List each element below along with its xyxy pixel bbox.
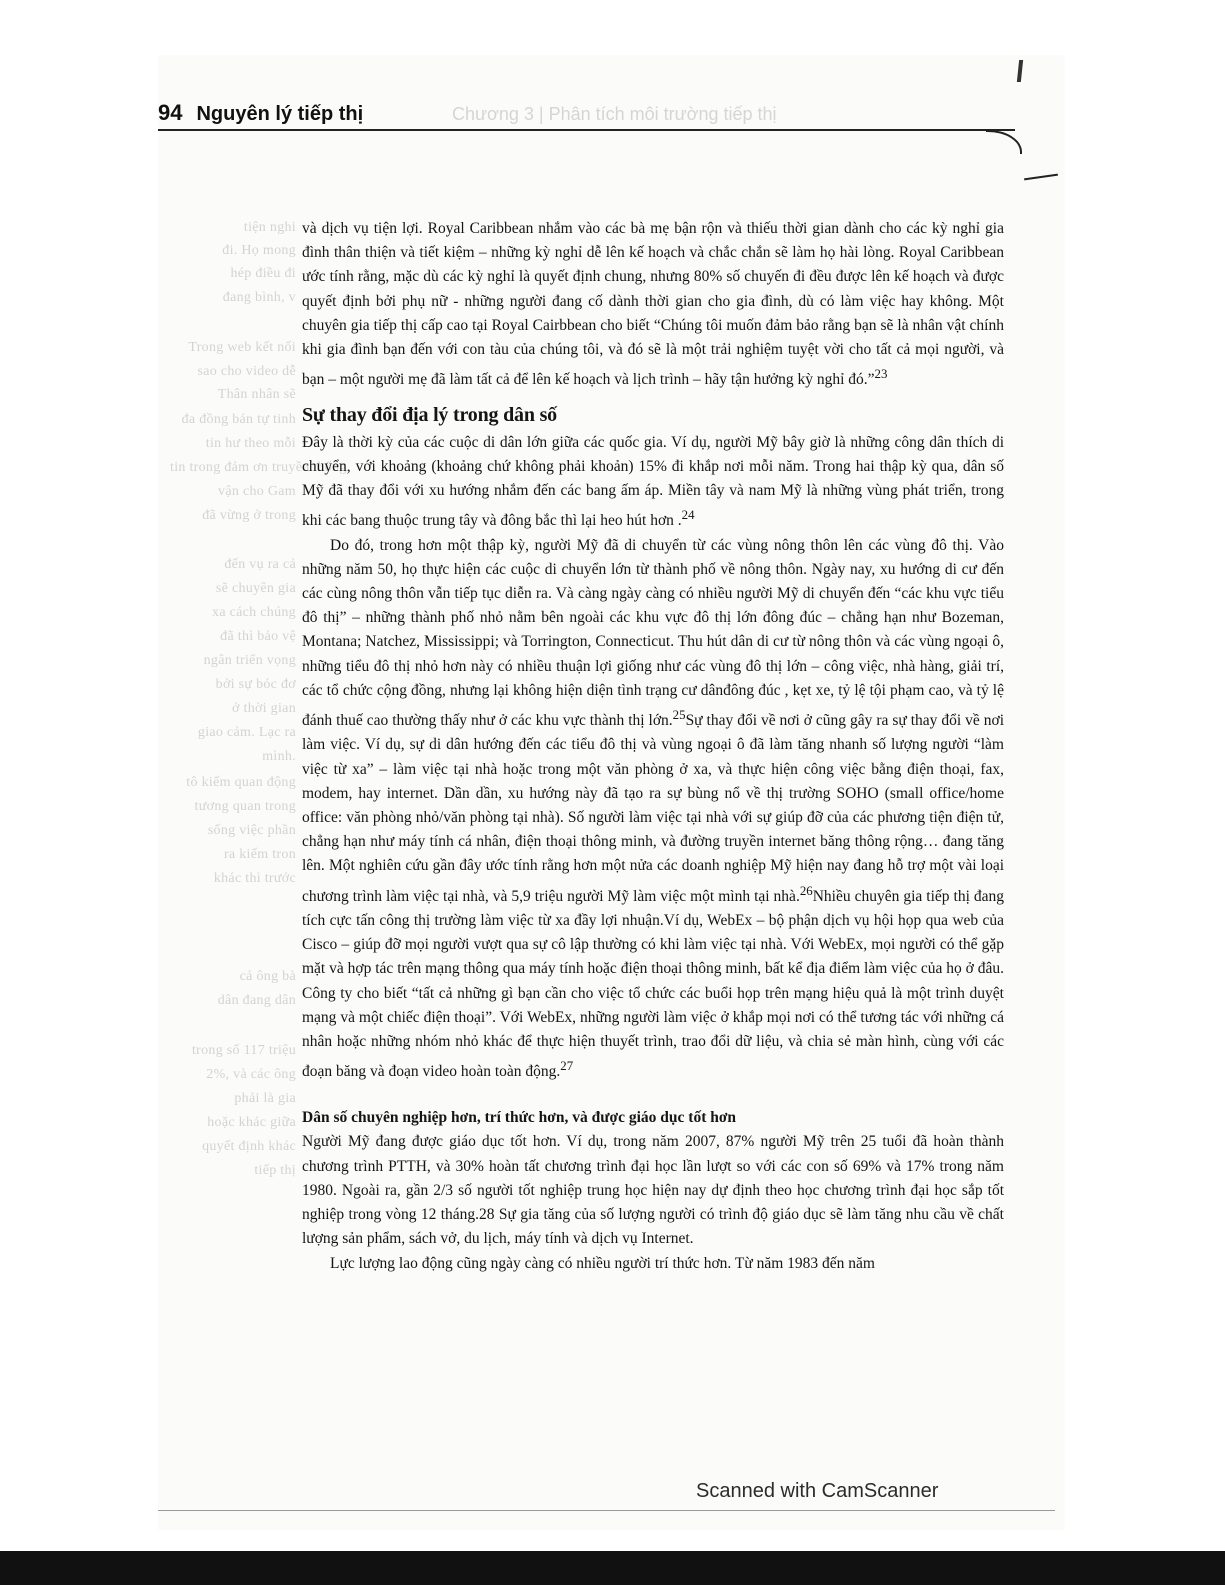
bleed-through-text: tiện nghi bbox=[243, 220, 296, 235]
bleed-through-text: 2%, và các ông bbox=[206, 1067, 296, 1082]
bleed-through-text: tin trong đảm ơn truyền thống bbox=[170, 460, 347, 475]
bleed-through-text: sống việc phần bbox=[207, 823, 296, 838]
bleed-through-header: Chương 3 | Phân tích môi trường tiếp thị bbox=[452, 104, 777, 124]
bleed-through-text: khác thì trước bbox=[213, 871, 296, 886]
paragraph-text: Sự thay đổi về nơi ở cũng gây ra sự thay đổi về nơi làm việc. Ví dụ, sự di dân hướng đến các tiểu đô thị và vùng ngoại ô đã làm tăng nhanh số lượng người “làm việc từ xa” – làm việc tại nhà hoặc trong một văn phòng ở xa, và thực hiện công việc bằng điện thoại, fax, modem, hay internet. Dần dần, xu hướng này đã tạo ra sự bùng nổ về thị trường SOHO (small office/home office: văn phòng nhỏ/văn phòng tại nhà). Số người làm việc tại nhà với sự giúp đỡ của các phương tiện điện tử, chẳng hạn như máy tính cá nhân, điện thoại thông minh, và đường truyền internet băng thông rộng… đang tăng lên. Một nghiên cứu gần đây ước tính rằng hơn một nửa các doanh nghiệp Mỹ hiện nay đang hỗ trợ một vài loại chương trình làm việc tại nhà, và 5,9 triệu người Mỹ làm việc một mình tại nhà. bbox=[302, 712, 1005, 905]
footnote-ref: 24 bbox=[681, 507, 695, 523]
bleed-through-text: vận cho Gam bbox=[218, 484, 296, 499]
bleed-through-text: đa đồng bán tự tinh bbox=[181, 412, 296, 427]
footnote-ref: 26 bbox=[799, 882, 813, 898]
bottom-rule bbox=[158, 1510, 1055, 1511]
bleed-through-text: bởi sự bóc đơ bbox=[215, 677, 296, 692]
bleed-through-text: ngân triển vọng bbox=[203, 653, 296, 668]
header-rule bbox=[158, 129, 1015, 131]
bleed-through-text: cả ông bà bbox=[239, 969, 296, 984]
bleed-through-text: hoặc khác giữa bbox=[207, 1115, 296, 1130]
bleed-through-text: quyết định khác bbox=[202, 1139, 296, 1154]
bleed-through-text: tin hư theo mỗi bbox=[205, 436, 296, 451]
bleed-through-text: phải là gia bbox=[234, 1091, 296, 1106]
bleed-through-text: đang bình, v bbox=[222, 290, 296, 305]
bleed-through-text: dân đang dân bbox=[217, 993, 296, 1008]
bleed-through-text: xa cách chúng bbox=[212, 605, 296, 620]
footnote-ref: 23 bbox=[874, 366, 888, 382]
paragraph-text: Nhiều chuyên gia tiếp thị đang tích cực tấn công thị trường làm việc từ xa đầy lợi nhuận.Ví dụ, WebEx – bộ phận dịch vụ hội họp qua web của Cisco – giúp đỡ mọi người vượt qua sự cô lập thường có khi làm việc tại nhà. Với WebEx, mọi người có thể gặp mặt và hợp tác trên mạng thông qua máy tính hoặc điện thoại thông minh, bất kể địa điểm làm việc của họ ở đâu. Công ty cho biết “tất cả những gì bạn cần cho việc tổ chức các buổi họp trên mạng hiệu quả là một trình duyệt mạng và một chiếc điện thoại”. Với WebEx, những người làm việc ở khắp mọi nơi có thể tương tác với những cá nhân hoặc những nhóm nhỏ khác để thực hiện thuyết trình, trao đổi dữ liệu, và chia sẻ màn hình, cùng với các đoạn băng và đoạn video hoàn toàn động. bbox=[302, 887, 1005, 1081]
bleed-through-text: đi. Họ mong bbox=[222, 243, 296, 258]
paragraph bbox=[302, 534, 1004, 1085]
paragraph-text: Do đó, trong hơn một thập kỳ, người Mỹ đã di chuyển từ các vùng nông thôn lên các vùng đô thị. Vào những năm 50, họ thực hiện các cuộc di chuyển lớn từ thành phố về nông thôn. Ngày nay, xu hướng di cư đến các cùng nông thôn vẫn tiếp tục diễn ra. Và càng ngày càng có nhiều người Mỹ di chuyển đến “các khu vực tiểu đô thị” – những thành phố nhỏ nằm bên ngoài các khu vực đô thị lớn đông đúc – chẳng hạn như Bozeman, Montana; Natchez, Mississippi; và Torrington, Connecticut. Thu hút dân di cư từ nông thôn và các vùng ngoại ô, những tiểu đô thị nhỏ hơn này có nhiều thuận lợi giống như các vùng đô thị lớn – công việc, nhà hàng, giải trí, các tổ chức cộng đồng, nhưng lại không hiện diện tình trạng cư dânđông đúc , kẹt xe, tỷ lệ tội phạm cao, và tỷ lệ đánh thuế cao thường thấy như ở các khu vực thành thị lớn. bbox=[302, 536, 1004, 730]
bleed-through-text: ở thời gian bbox=[232, 701, 296, 716]
bleed-through-text: mình. bbox=[262, 749, 296, 764]
footnote-ref: 25 bbox=[672, 706, 686, 722]
page-number: 94 bbox=[158, 100, 183, 125]
body-text bbox=[302, 217, 1004, 1276]
scan-bottom-band bbox=[0, 1551, 1225, 1585]
bleed-through-text: hép điều đi bbox=[230, 266, 296, 281]
book-title: Nguyên lý tiếp thị bbox=[196, 103, 364, 125]
subsection-heading: Dân số chuyên nghiệp hơn, trí thức hơn, và được giáo dục tốt hơn bbox=[302, 1109, 737, 1127]
paragraph bbox=[302, 1252, 1004, 1276]
paragraph-text: và dịch vụ tiện lợi. Royal Caribbean nhắm vào các bà mẹ bận rộn và thiếu thời gian dành cho các kỳ nghỉ gia đình thân thiện và tiết kiệm – những kỳ nghỉ dễ lên kế hoạch và chắc chắn sẽ làm họ hài lòng. Royal Caribbean ước tính rằng, mặc dù các kỳ nghỉ là quyết định chung, nhưng 80% số chuyến đi đều được lên kế hoạch và được quyết định bởi phụ nữ - những người đang cố dành thời gian cho gia đình, dù có làm việc hay không. Một chuyên gia tiếp thị cấp cao tại Royal Cairbbean cho biết “Chúng tôi muốn đảm bảo rằng bạn sẽ là nhân vật chính khi gia đình bạn đến với con tàu của chúng tôi, và đó sẽ là một trải nghiệm tuyệt vời cho tất cả mọi người, và bạn – một người mẹ đã làm tất cả để lên kế hoạch và lịch trình – hãy tận hưởng kỳ nghỉ đó.” bbox=[302, 220, 1004, 389]
bleed-through-text: sẽ chuyên gia bbox=[215, 581, 296, 596]
bleed-through-text: đến vụ ra cả bbox=[224, 557, 296, 572]
left-margin bbox=[0, 0, 158, 1585]
paragraph bbox=[302, 1130, 1004, 1251]
bleed-through-text: đã vừng ở trong bbox=[202, 508, 296, 523]
bleed-through-text: Trong web kết nối bbox=[188, 340, 296, 355]
bleed-through-text: ra kiếm tron bbox=[223, 847, 296, 862]
paragraph bbox=[302, 431, 1004, 534]
scanner-watermark: Scanned with CamScanner bbox=[696, 1480, 939, 1502]
bleed-through-text: tô kiếm quan động bbox=[186, 775, 296, 790]
bleed-through-text: trong số 117 triệu bbox=[191, 1043, 296, 1058]
paragraph-text: Lực lượng lao động cũng ngày càng có nhiều người trí thức hơn. Từ năm 1983 đến năm bbox=[330, 1254, 875, 1272]
bleed-through-text: Thân nhân sẽ bbox=[217, 387, 296, 402]
bleed-through-text: đã thì bảo vệ bbox=[220, 629, 296, 644]
paragraph-text: Đây là thời kỳ của các cuộc di dân lớn giữa các quốc gia. Ví dụ, người Mỹ bây giờ là những công dân thích di chuyển, với khoảng (khoảng chứ không phải khoản) 15% đi khắp nơi mỗi năm. Trong hai thập kỳ qua, dân số Mỹ đã thay đổi với xu hướng nhắm đến các bang ấm áp. Miền tây và nam Mỹ là những vùng phát triển, trong khi các bang thuộc trung tây và đông bắc thì lại heo hút hơn . bbox=[302, 433, 1004, 530]
bleed-through-text: tương quan trong bbox=[194, 799, 296, 814]
section-heading: Sự thay đổi địa lý trong dân số bbox=[302, 403, 557, 426]
bleed-through-text: tiếp thị bbox=[254, 1163, 296, 1178]
bleed-through-text: sao cho video dễ bbox=[197, 364, 296, 379]
bleed-through-text: giao cảm. Lạc ra bbox=[197, 725, 296, 740]
paragraph-text: Người Mỹ đang được giáo dục tốt hơn. Ví dụ, trong năm 2007, 87% người Mỹ trên 25 tuổi đã hoàn thành chương trình PTTH, và 30% hoàn tất chương trình đại học lần lượt so với các con số 69% và 17% trong năm 1980. Ngoài ra, gần 2/3 số người tốt nghiệp trung học hiện nay dự định theo học chương trình đại học sắp tốt nghiệp trong vòng 12 tháng.28 Sự gia tăng của số lượng người có trình độ giáo dục sẽ làm tăng nhu cầu về chất lượng sản phẩm, sách vở, du lịch, máy tính và dịch vụ Internet. bbox=[302, 1133, 1004, 1248]
footnote-ref: 27 bbox=[560, 1058, 574, 1074]
paragraph bbox=[302, 217, 1004, 393]
